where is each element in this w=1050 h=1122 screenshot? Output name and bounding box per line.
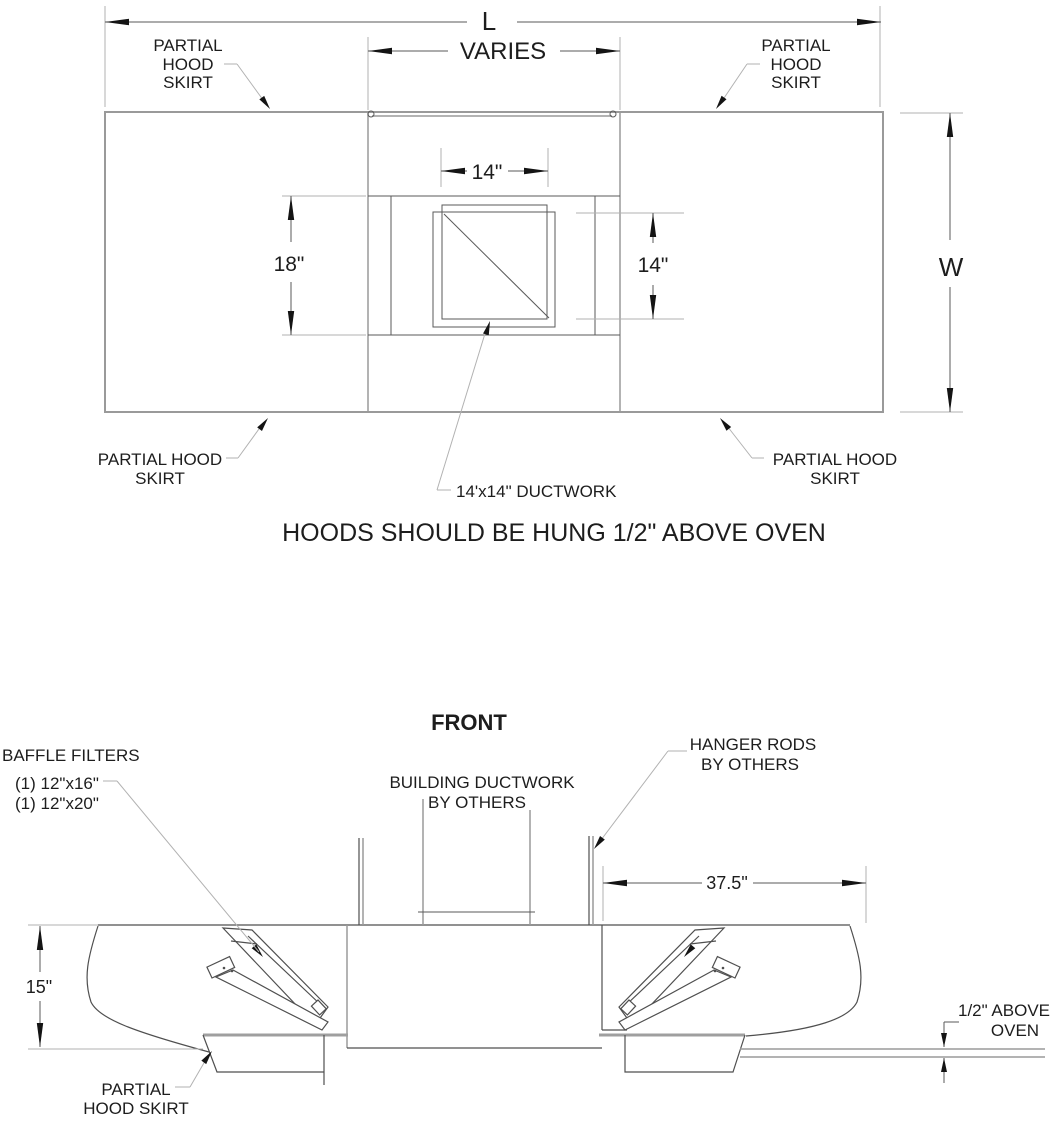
skirt-label-top-right: PARTIAL [761, 36, 831, 55]
dim-W-label: W [938, 252, 964, 282]
hanger-rods-label: HANGER RODS [689, 735, 817, 754]
ductwork-label: 14'x14" DUCTWORK [456, 482, 617, 501]
skirt-left-body [203, 1035, 324, 1085]
duct-diagonal [444, 214, 549, 318]
skirt-label-top-right-3: SKIRT [771, 73, 821, 92]
duct-collar-outer [442, 205, 547, 319]
dim-varies-label: VARIES [459, 38, 547, 65]
hood-section-dividers [368, 112, 620, 412]
front-extension-lines [25, 866, 866, 1049]
baffle-filters-left [207, 928, 328, 1030]
baffle-filters-label: BAFFLE FILTERS [2, 746, 140, 765]
oven-gap-label-2: OVEN [990, 1021, 1040, 1040]
front-skirt-label: PARTIAL [101, 1080, 171, 1099]
dim-15: 15" [25, 977, 53, 997]
building-duct-label: BUILDING DUCTWORK [389, 773, 575, 792]
front-view [2, 710, 1050, 1118]
baffle-size-2: (1) 12"x20" [15, 794, 99, 813]
skirt-label-bottom-left: PARTIAL HOOD [97, 450, 223, 469]
top-view [98, 6, 964, 547]
building-duct-lines [423, 799, 530, 925]
extension-lines [105, 6, 963, 412]
hanging-note: HOODS SHOULD BE HUNG 1/2" ABOVE OVEN [282, 519, 826, 547]
dimension-lines [105, 22, 950, 412]
skirt-label-bottom-right-2: SKIRT [810, 469, 860, 488]
skirt-label-top-left: PARTIAL [153, 36, 223, 55]
dim-14-right: 14" [637, 254, 669, 277]
plenum-frame [368, 196, 620, 335]
hood-left-profile [87, 926, 209, 1052]
skirt-label-top-left-2: HOOD [162, 55, 214, 74]
front-leader-lines [103, 751, 687, 1087]
front-dimension-arrows [37, 880, 947, 1072]
dim-18: 18" [273, 253, 305, 276]
duct-collar-inner [433, 212, 555, 327]
hood-right-profile [746, 926, 861, 1036]
dimension-arrows [105, 19, 953, 412]
center-box-right-bottom [347, 925, 627, 1048]
skirt-label-bottom-right: PARTIAL HOOD [772, 450, 898, 469]
skirt-label-bottom-left-2: SKIRT [135, 469, 185, 488]
front-view-title: FRONT [431, 710, 507, 735]
baffle-size-1: (1) 12"x16" [15, 774, 99, 793]
skirt-label-top-left-3: SKIRT [163, 73, 213, 92]
oven-lines [740, 1049, 1045, 1057]
dim-14-top: 14" [471, 161, 503, 184]
hanger-rods-label-2: BY OTHERS [701, 755, 799, 774]
building-duct-label-2: BY OTHERS [428, 793, 526, 812]
front-dimension-lines [40, 883, 959, 1083]
leader-lines [224, 64, 764, 490]
baffle-filters-right [619, 928, 740, 1030]
hood-outline [105, 112, 883, 412]
dim-37-5: 37.5" [706, 873, 748, 893]
dim-L-label: L [481, 6, 497, 36]
skirt-right-body [625, 1035, 745, 1072]
front-skirt-label-2: HOOD SKIRT [83, 1099, 189, 1118]
oven-gap-label: 1/2" ABOVE [957, 1001, 1050, 1020]
skirt-label-top-right-2: HOOD [770, 55, 822, 74]
